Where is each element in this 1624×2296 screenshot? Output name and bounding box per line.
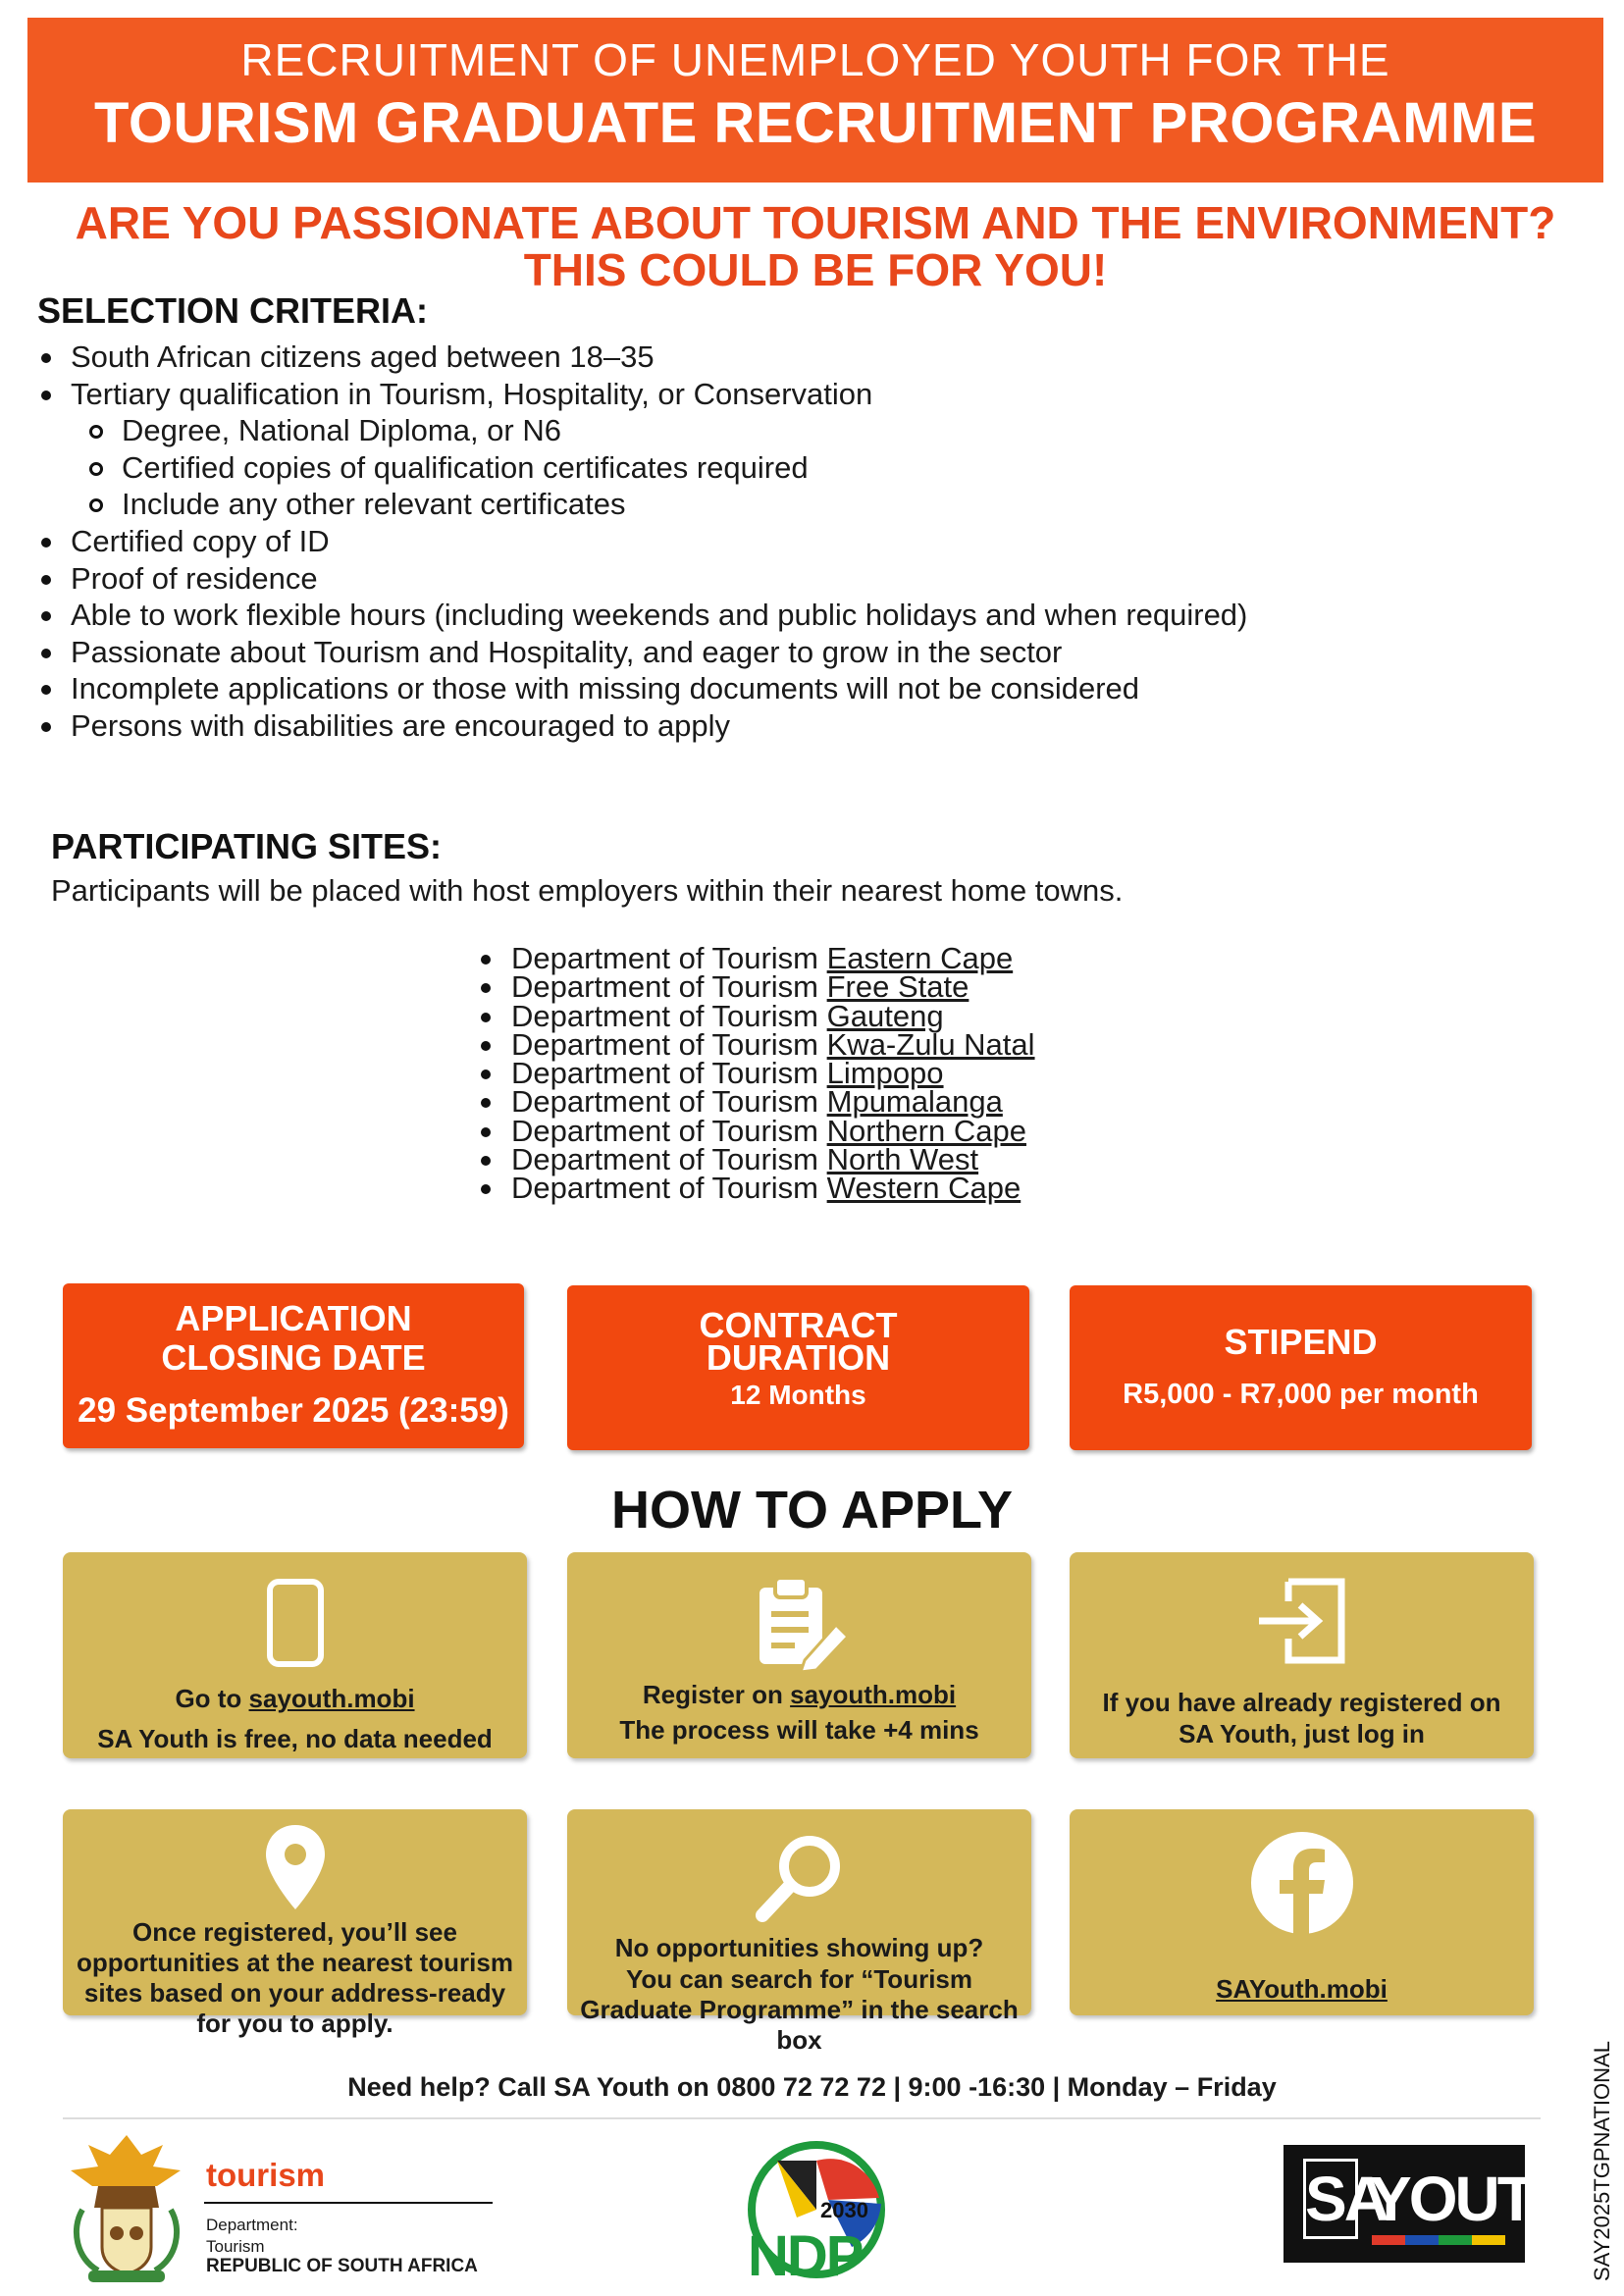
sites-intro: Participants will be placed with host employers within their nearest home towns.: [51, 873, 1124, 908]
step-register: [567, 1552, 1031, 1758]
criteria-item: Proof of residence: [37, 560, 1247, 598]
facebook-icon[interactable]: [1248, 1829, 1356, 1937]
site-item: [476, 1142, 1035, 1177]
sa-youth-logo: [1283, 2145, 1575, 2263]
banner-subtitle: RECRUITMENT OF UNEMPLOYED YOUTH FOR THE: [240, 34, 1390, 85]
contract-value: 12 Months: [730, 1380, 866, 1410]
site-link-free-state[interactable]: Free State: [826, 969, 969, 1005]
closing-date-box: [63, 1283, 524, 1448]
contract-title-1: CONTRACT: [699, 1305, 898, 1345]
participating-sites-title: PARTICIPATING SITES:: [51, 826, 443, 866]
contract-title-2: DURATION: [706, 1337, 891, 1378]
ndp-year: 2030: [820, 2198, 868, 2222]
login-icon: [1255, 1578, 1349, 1664]
ndp-text: NDP: [748, 2224, 863, 2288]
step-see-opportunities: [63, 1809, 527, 2038]
step4-line1: Once registered, you’ll see: [132, 1917, 457, 1947]
stripe-yellow: [1472, 2235, 1505, 2245]
headline-question: ARE YOU PASSIONATE ABOUT TOURISM AND THE ENVIRONMENT?: [75, 197, 1556, 248]
site-prefix: Department of Tourism: [511, 1056, 818, 1091]
site-item: [476, 1056, 1035, 1091]
phone-icon: [266, 1578, 325, 1668]
site-link-limpopo[interactable]: Limpopo: [826, 1056, 944, 1091]
location-pin-icon: [263, 1823, 328, 1911]
step2-prefix: Register on: [642, 1680, 791, 1709]
criteria-item: Certified copy of ID: [37, 523, 1247, 560]
step2-line1: [575, 1680, 1023, 1710]
department-name: Tourism: [206, 2237, 265, 2256]
step-go-to-site: [63, 1552, 527, 1758]
site-prefix: Department of Tourism: [511, 1084, 818, 1120]
closing-date-title-1: APPLICATION: [175, 1298, 412, 1338]
stipend-value: R5,000 - R7,000 per month: [1123, 1379, 1479, 1410]
step4-line3: sites based on your address-ready: [83, 1978, 506, 2008]
step5-line3: Graduate Programme” in the search: [580, 1995, 1019, 2024]
step6-link[interactable]: SAYouth.mobi: [1216, 1974, 1388, 2004]
stripe-blue: [1405, 2235, 1439, 2245]
step1-prefix: Go to: [175, 1684, 249, 1713]
step1-link[interactable]: sayouth.mobi: [248, 1684, 415, 1713]
tourism-rule: [204, 2202, 493, 2204]
department-label: Department:: [206, 2216, 298, 2234]
selection-criteria-list: [37, 339, 1247, 745]
stripe-green: [1439, 2235, 1472, 2245]
step2-link[interactable]: sayouth.mobi: [790, 1680, 957, 1709]
step-facebook: [1070, 1809, 1534, 2015]
criteria-item: Incomplete applications or those with missing documents will not be considered: [37, 670, 1247, 707]
criteria-item: Passionate about Tourism and Hospitality, and eager to grow in the sector: [37, 634, 1247, 671]
stipend-title: STIPEND: [1224, 1322, 1378, 1362]
help-line: Need help? Call SA Youth on 0800 72 72 72 | 9:00 -16:30 | Monday – Friday: [347, 2072, 1277, 2102]
criteria-subitem: Degree, National Diploma, or N6: [37, 412, 1247, 449]
criteria-subitem: Certified copies of qualification certificates required: [37, 449, 1247, 487]
step6-line1: [1077, 1974, 1526, 2005]
ndp-2030-logo: [738, 2141, 895, 2288]
clipboard-icon: [746, 1574, 854, 1672]
step4-line2: opportunities at the nearest tourism: [77, 1948, 513, 1977]
sa-youth-youth: YOUTH: [1370, 2164, 1575, 2234]
site-item: [476, 1026, 1035, 1062]
sites-list: [476, 941, 1035, 1206]
site-link-north-west[interactable]: North West: [826, 1142, 979, 1177]
site-prefix: Department of Tourism: [511, 998, 818, 1033]
step-log-in: [1070, 1552, 1534, 1758]
step2-line2: The process will take +4 mins: [619, 1715, 979, 1745]
criteria-item: South African citizens aged between 18–35: [37, 339, 1247, 376]
site-link-mpumalanga[interactable]: Mpumalanga: [826, 1084, 1003, 1120]
step1-line1: [71, 1684, 519, 1714]
criteria-item: Tertiary qualification in Tourism, Hospitality, or Conservation: [37, 376, 1247, 413]
site-item: [476, 1171, 1035, 1206]
step3-line2: SA Youth, just log in: [1179, 1719, 1425, 1748]
site-link-eastern-cape[interactable]: Eastern Cape: [826, 941, 1014, 975]
site-item: [476, 969, 1035, 1005]
banner-title: TOURISM GRADUATE RECRUITMENT PROGRAMME: [93, 91, 1538, 155]
criteria-item: Persons with disabilities are encouraged to apply: [37, 707, 1247, 745]
step-search-tip: [567, 1809, 1031, 2055]
how-to-apply-title: HOW TO APPLY: [610, 1481, 1014, 1539]
stipend-box: [1070, 1285, 1532, 1450]
step3-line1: If you have already registered on: [1102, 1688, 1501, 1717]
selection-criteria-title: SELECTION CRITERIA:: [37, 290, 429, 331]
closing-date-value: 29 September 2025 (23:59): [78, 1391, 509, 1430]
closing-date-title-2: CLOSING DATE: [161, 1337, 426, 1378]
site-link-kwazulu-natal[interactable]: Kwa-Zulu Natal: [826, 1026, 1035, 1062]
step1-line2: SA Youth is free, no data needed: [97, 1724, 493, 1753]
search-icon: [753, 1831, 847, 1925]
header-banner: [27, 18, 1603, 183]
criteria-subitem: Include any other relevant certificates: [37, 486, 1247, 523]
republic-label: REPUBLIC OF SOUTH AFRICA: [206, 2256, 478, 2276]
sa-youth-sa: SA: [1305, 2164, 1387, 2234]
step5-line2: You can search for “Tourism: [625, 1964, 972, 1994]
site-prefix: Department of Tourism: [511, 941, 818, 975]
document-code: SAY2025TGPNATIONAL: [1590, 2041, 1614, 2281]
site-item: [476, 1113, 1035, 1148]
site-prefix: Department of Tourism: [511, 1026, 818, 1062]
stripe-red: [1372, 2235, 1405, 2245]
site-link-gauteng[interactable]: Gauteng: [826, 998, 944, 1033]
site-item: [476, 941, 1035, 975]
step4-line4: for you to apply.: [196, 2009, 393, 2038]
contract-duration-box: [567, 1285, 1029, 1450]
coat-of-arms-logo: [63, 2131, 190, 2284]
step5-line1: No opportunities showing up?: [614, 1933, 984, 1962]
site-item: [476, 998, 1035, 1033]
site-link-western-cape[interactable]: Western Cape: [826, 1171, 1022, 1206]
step5-line4: box: [776, 2025, 822, 2055]
site-prefix: Department of Tourism: [511, 969, 818, 1005]
tourism-wordmark: tourism: [206, 2157, 326, 2193]
criteria-item: Able to work flexible hours (including weekends and public holidays and when required): [37, 597, 1247, 634]
footer-divider: [63, 2117, 1541, 2119]
headline-tagline: THIS COULD BE FOR YOU!: [523, 244, 1108, 295]
site-link-northern-cape[interactable]: Northern Cape: [826, 1113, 1026, 1148]
site-prefix: Department of Tourism: [511, 1142, 818, 1177]
site-prefix: Department of Tourism: [511, 1113, 818, 1148]
site-item: [476, 1084, 1035, 1120]
site-prefix: Department of Tourism: [511, 1171, 818, 1206]
